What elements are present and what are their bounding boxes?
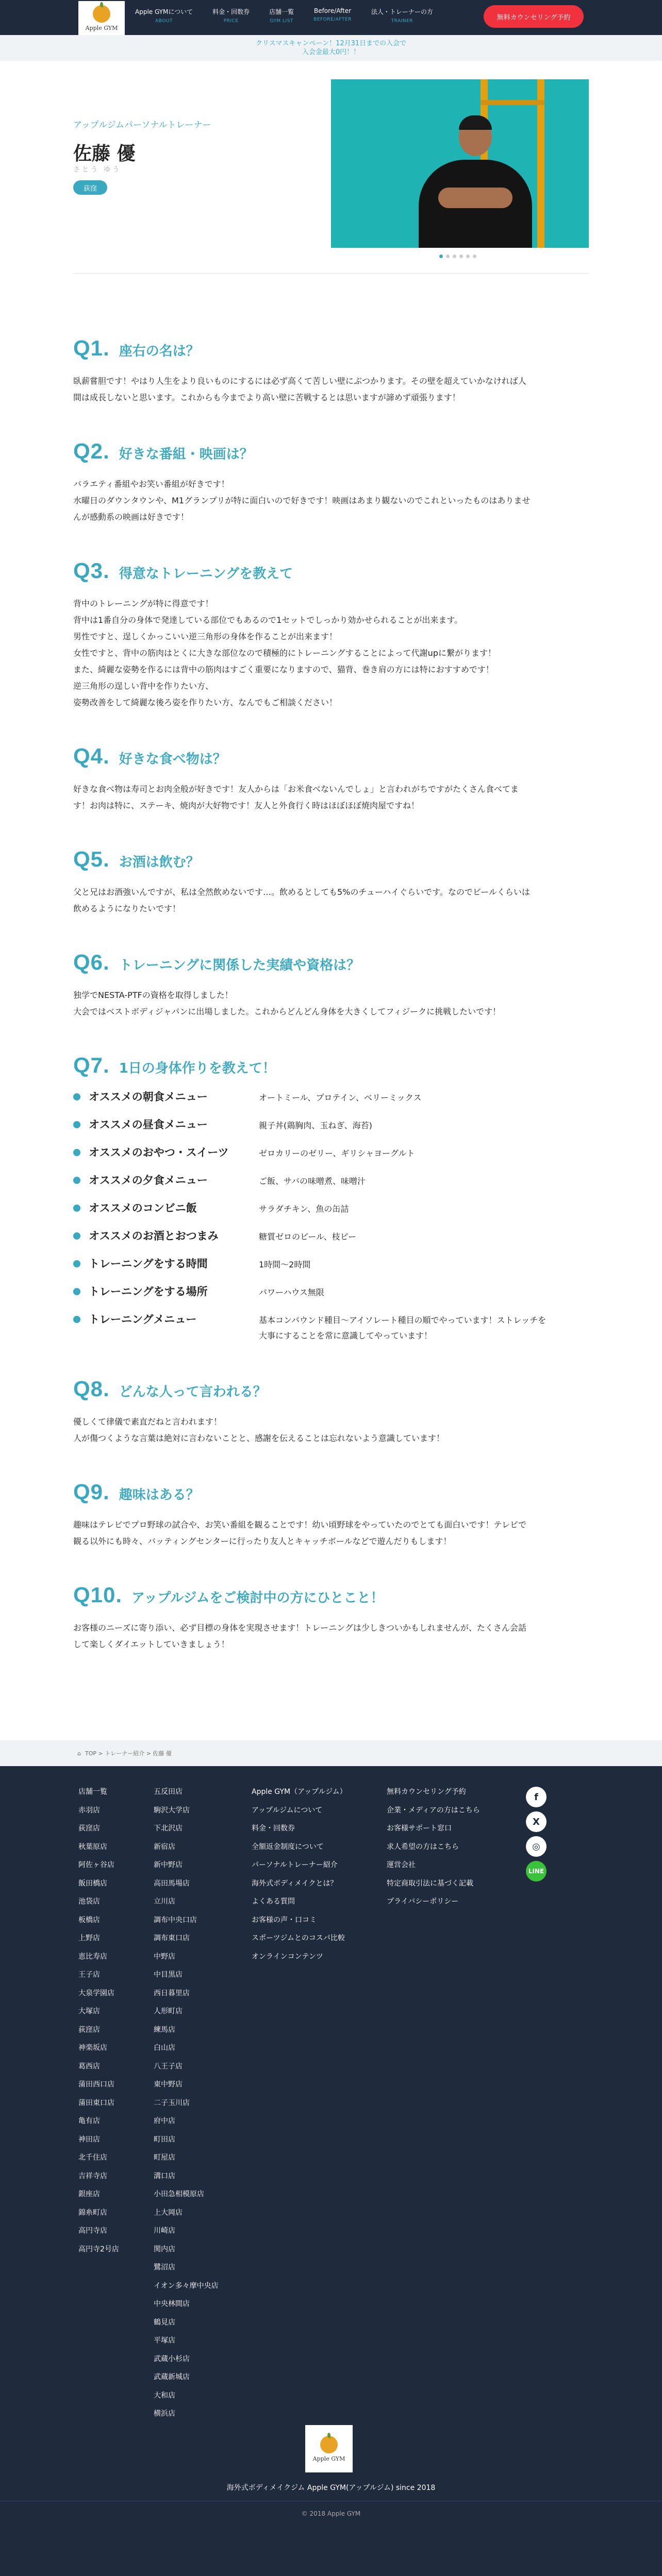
question-heading: Q5. お酒は飲む？ xyxy=(73,847,200,871)
nav-before-after[interactable]: Before/After BEFORE/AFTER xyxy=(313,7,352,22)
footer-link[interactable]: 錦糸町店 xyxy=(78,2208,107,2217)
qa-list xyxy=(73,1377,589,1653)
footer-link[interactable]: Apple GYM（アップルジム） xyxy=(252,1788,347,1796)
qa-item xyxy=(73,558,589,711)
question-heading: Q10. アップルジムをご検討中の方にひとこと！ xyxy=(73,1583,384,1607)
footer-link[interactable]: 王子店 xyxy=(78,1971,100,1979)
footer-link[interactable]: 西日暮里店 xyxy=(154,1989,190,1997)
nav-price[interactable]: 料金・回数券 PRICE xyxy=(212,8,250,24)
footer-link[interactable]: 上大岡店 xyxy=(154,2208,183,2217)
trainer-profile xyxy=(0,61,662,313)
bullet-icon xyxy=(73,1177,80,1184)
footer-link[interactable]: アップルジムについて xyxy=(252,1806,323,1815)
footer-link[interactable]: 武蔵小杉店 xyxy=(154,2354,190,2363)
slider-dot[interactable] xyxy=(439,255,443,258)
answer-text: 背中のトレーニングが特に得意です！ 背中は1番自分の身体で発達している部位でもあるので1セットでしっかり効かせられることが出来ます。 男性ですと、逞しくかっこいい逆三角形の身体を作ることが出来ます！ 女性ですと、背中の筋肉はとくに大きな部位なので積極的にトレーニングすることによって代謝upに繋がります！ また、綺麗な姿勢を作るには背中の筋肉はすごく重要になりますので、猫背、巻き肩の方には特におすすめです！ 逆三角形の逞しい背中を作りたい方、 姿勢改善をして綺麗な後ろ姿を作りたい方、なんでもご相談ください！ xyxy=(73,599,496,707)
footer-link[interactable]: 府中店 xyxy=(154,2117,175,2125)
footer-store-list xyxy=(154,1787,219,2427)
breadcrumb: ⌂ TOP > トレーナー紹介 > 佐藤 優 xyxy=(0,1740,662,1766)
footer-link[interactable]: お客様の声・口コミ xyxy=(252,1916,317,1924)
list-item: オススメの夕食メニュー ご飯、サバの味噌煮、味噌汁 xyxy=(73,1174,589,1189)
bullet-icon xyxy=(73,1205,80,1212)
footer-link[interactable]: 吉祥寺店 xyxy=(78,2172,107,2180)
footer-link[interactable]: 飯田橋店 xyxy=(78,1879,107,1888)
trainer-name: 佐藤 優 xyxy=(73,143,136,164)
footer-link[interactable]: 駒沢大学店 xyxy=(154,1806,190,1815)
footer-link[interactable]: 荻窪店 xyxy=(78,2025,100,2034)
footer-link[interactable]: 大塚店 xyxy=(78,2007,100,2015)
answer-text: 父と兄はお酒強いんですが、私は全然飲めないです…。飲めるとしても5%のチューハイぐらいです。なのでビールくらいは 飲めるようになりたいです！ xyxy=(73,887,530,913)
footer-link[interactable]: 赤羽店 xyxy=(78,1806,100,1815)
logo[interactable] xyxy=(78,1,125,35)
footer-link[interactable]: 海外式ボディメイクとは？ xyxy=(252,1879,338,1888)
footer-link[interactable]: 運営会社 xyxy=(387,1861,416,1869)
logo-text: Apple GYM xyxy=(85,24,118,31)
footer-link[interactable]: オンラインコンテンツ xyxy=(252,1952,323,1961)
footer-link[interactable]: プライバシーポリシー xyxy=(387,1897,459,1906)
list-item: オススメの朝食メニュー オートミール、プロテイン、ベリーミックス xyxy=(73,1090,589,1106)
qa-item xyxy=(73,744,589,814)
answer-text: お客様のニーズに寄り添い、必ず目標の身体を実現させます！トレーニングは少しきついかもしれませんが、たくさん会話 して楽しくダイエットしていきましょう！ xyxy=(73,1623,526,1649)
footer-store-list xyxy=(78,1787,119,2262)
footer-link[interactable]: 人形町店 xyxy=(154,2007,183,2015)
answer-text: 臥薪嘗胆です！やはり人生をより良いものにするには必ず高くて苦しい壁にぶつかります。その壁を超えていかなければ人 間は成長しないと思います。これからも今までより高い壁に苦戦するとは思いますが諦めず頑張ります！ xyxy=(73,376,526,402)
footer-link[interactable]: 上野店 xyxy=(78,1934,100,1942)
footer-link[interactable]: 店舗一覧 xyxy=(78,1788,107,1796)
list-item: トレーニングメニュー 基本コンパウンド種目〜アイソレート種目の順でやっています！ストレッチを 大事にすることを常に意識してやっています！ xyxy=(73,1313,589,1344)
question-heading: Q1. 座右の名は？ xyxy=(73,336,200,360)
slider-dot[interactable] xyxy=(453,255,456,258)
copyright: © 2018 Apple GYM xyxy=(301,2510,361,2517)
footer-link[interactable]: 五反田店 xyxy=(154,1788,183,1796)
footer-link[interactable]: 白山店 xyxy=(154,2044,175,2052)
list-item: オススメのおやつ・スイーツ ゼロカリーのゼリー、ギリシャヨーグルト xyxy=(73,1146,589,1161)
footer-link[interactable]: 練馬店 xyxy=(154,2025,175,2034)
footer-link[interactable]: 新中野店 xyxy=(154,1861,183,1869)
answer-text: バラエティ番組やお笑い番組が好きです！ 水曜日のダウンタウンや、M1グランプリが特に面白いので好きです！映画はあまり観ないのでこれといったものはありませ んが感動系の映画は好きです！ xyxy=(73,479,531,522)
footer-link[interactable]: 川崎店 xyxy=(154,2227,175,2235)
footer-link[interactable]: 求人希望の方はこちら xyxy=(387,1842,459,1851)
trainer-figure xyxy=(419,110,532,248)
question-heading: Q7. 1日の身体作りを教えて！ xyxy=(73,1053,276,1077)
slider-dots xyxy=(439,255,479,258)
footer-link[interactable]: 阿佐ヶ谷店 xyxy=(78,1861,114,1869)
footer-link[interactable]: 池袋店 xyxy=(78,1897,100,1906)
nav-about[interactable]: Apple GYMについて ABOUT xyxy=(135,8,193,24)
home-icon[interactable]: ⌂ xyxy=(77,1750,81,1757)
footer-link[interactable]: 中目黒店 xyxy=(154,1971,183,1979)
footer-link[interactable]: 八王子店 xyxy=(154,2062,183,2071)
footer-link[interactable]: 調布中央口店 xyxy=(154,1916,197,1924)
footer-link[interactable]: 大泉学園店 xyxy=(78,1989,114,1997)
nav-gym-list[interactable]: 店舗一覧 GYM LIST xyxy=(269,8,294,24)
footer-link[interactable]: 町屋店 xyxy=(154,2154,175,2162)
bullet-icon xyxy=(73,1093,80,1100)
qa-item xyxy=(73,439,589,526)
slider-dot[interactable] xyxy=(446,255,450,258)
x-icon[interactable]: X xyxy=(526,1811,547,1832)
trainer-role: アップルジムパーソナルトレーナー xyxy=(73,120,211,130)
footer-link[interactable]: 亀有店 xyxy=(78,2117,100,2125)
footer-link[interactable]: 料金・回数券 xyxy=(252,1824,295,1833)
footer-link[interactable]: 中野店 xyxy=(154,1952,175,1961)
counseling-button[interactable]: 無料カウンセリング予約 xyxy=(484,5,584,28)
footer-site-links xyxy=(252,1787,347,1970)
footer-link[interactable]: 下北沢店 xyxy=(154,1824,183,1833)
bullet-icon xyxy=(73,1149,80,1156)
store-badge[interactable]: 荻窪 xyxy=(73,180,107,195)
list-item: トレーニングをする時間 1時間〜2時間 xyxy=(73,1257,589,1273)
footer-link[interactable]: 関内店 xyxy=(154,2245,175,2253)
footer-link[interactable]: 中央林間店 xyxy=(154,2300,190,2308)
question-heading: Q2. 好きな番組・映画は？ xyxy=(73,439,253,463)
footer-link[interactable]: 小田急相模原店 xyxy=(154,2190,204,2198)
qa-item xyxy=(73,847,589,917)
footer-link[interactable]: 秋葉原店 xyxy=(78,1842,107,1851)
answer-text: 優しくて律儀で素直だねと言われます！ 人が傷つくような言葉は絶対に言わないことと、感謝を伝えることは忘れないよう意識しています！ xyxy=(73,1417,445,1443)
footer-link[interactable]: 銀座店 xyxy=(78,2190,100,2198)
instagram-icon[interactable]: ◎ xyxy=(526,1836,547,1857)
footer-logo[interactable]: Apple GYM xyxy=(305,2425,353,2472)
answer-text: 趣味はテレビでプロ野球の試合や、お笑い番組を観ることです！幼い頃野球をやっていたのでとても面白いです！テレビで 観る以外にも時々、バッティングセンターに行ったり友人とキャッチボールなどで遊んだりもします！ xyxy=(73,1520,527,1546)
main-nav xyxy=(135,7,453,24)
footer-link[interactable]: 大和店 xyxy=(154,2391,175,2400)
footer-link[interactable]: 特定商取引法に基づく記載 xyxy=(387,1879,473,1888)
question-heading: Q6. トレーニングに関係した実績や資格は？ xyxy=(73,950,360,974)
footer-link[interactable]: よくある質問 xyxy=(252,1897,295,1906)
footer-link[interactable]: 神楽坂店 xyxy=(78,2044,107,2052)
footer-link[interactable]: 東中野店 xyxy=(154,2080,183,2089)
qa-item xyxy=(73,950,589,1020)
site-header xyxy=(0,0,662,35)
question-heading: Q9. 趣味はある？ xyxy=(73,1480,200,1504)
answer-text: 独学でNESTA-PTFの資格を取得しました！ 大会ではベストボディジャパンに出場しました。これからどんどん身体を大きくしてフィジークに挑戦したいです！ xyxy=(73,990,501,1016)
footer-link[interactable]: 北千住店 xyxy=(78,2154,107,2162)
answer-text: 好きな食べ物は寿司とお肉全般が好きです！友人からは「お米食べないんでしょ」と言われがちですがたくさん食べてま す！お肉は特に、ステーキ、焼肉が大好物です！友人と外食行く時はほぼほぼ焼肉屋ですね！ xyxy=(73,784,519,810)
footer-link[interactable]: 恵比寿店 xyxy=(78,1952,107,1961)
footer-link[interactable]: 蒲田西口店 xyxy=(78,2080,114,2089)
footer-link[interactable]: 高田馬場店 xyxy=(154,1879,190,1888)
footer-link[interactable]: 高円寺2号店 xyxy=(78,2245,119,2253)
meal-list xyxy=(73,1090,589,1344)
footer-link[interactable]: 横浜店 xyxy=(154,2410,175,2418)
footer-link[interactable]: 武蔵新城店 xyxy=(154,2373,190,2381)
apple-logo-icon xyxy=(320,2436,338,2453)
footer-link[interactable]: 立川店 xyxy=(154,1897,175,1906)
qa-item xyxy=(73,336,589,406)
nav-trainer[interactable]: 法人・トレーナーの方 TRAINER xyxy=(371,8,433,24)
footer-link[interactable]: 板橋店 xyxy=(78,1916,100,1924)
line-icon[interactable]: LINE xyxy=(526,1861,547,1882)
bullet-icon xyxy=(73,1260,80,1267)
footer-link[interactable]: スポーツジムとのコスパ比較 xyxy=(252,1934,345,1942)
facebook-icon[interactable]: f xyxy=(526,1787,547,1807)
campaign-banner[interactable]: クリスマスキャンペーン！12月31日までの入会で 入会金最大0円！！ xyxy=(0,35,662,61)
list-item: オススメのコンビニ飯 サラダチキン、魚の缶詰 xyxy=(73,1201,589,1217)
footer-link[interactable]: 溝口店 xyxy=(154,2172,175,2180)
footer-link[interactable]: 神田店 xyxy=(78,2135,100,2144)
site-footer xyxy=(0,1766,662,2576)
trainer-kana: さとう ゆう xyxy=(73,166,122,174)
list-item: オススメのお酒とおつまみ 糖質ゼロのビール、枝ピー xyxy=(73,1229,589,1245)
qa-item xyxy=(73,1480,589,1550)
footer-link[interactable]: イオン多々摩中央店 xyxy=(154,2281,219,2290)
footer-link[interactable]: 平塚店 xyxy=(154,2336,175,2345)
trainer-photo xyxy=(331,79,589,248)
qa-item xyxy=(73,1583,589,1653)
footer-link[interactable]: 企業・メディアの方はこちら xyxy=(387,1806,480,1815)
footer-corp-links xyxy=(387,1787,480,1915)
footer-link[interactable]: 鶴見店 xyxy=(154,2318,175,2327)
footer-link[interactable]: 調布東口店 xyxy=(154,1934,190,1942)
qa-list xyxy=(73,336,589,1020)
footer-link[interactable]: 高円寺店 xyxy=(78,2227,107,2235)
footer-link[interactable]: 二子玉川店 xyxy=(154,2098,190,2107)
qa-item xyxy=(73,1377,589,1447)
divider xyxy=(73,273,589,274)
question-heading: Q4. 好きな食べ物は？ xyxy=(73,744,226,768)
apple-logo-icon xyxy=(93,5,110,23)
footer-link[interactable]: 町田店 xyxy=(154,2135,175,2144)
question-heading: Q3. 得意なトレーニングを教えて xyxy=(73,558,293,583)
footer-link[interactable]: 蒲田東口店 xyxy=(78,2098,114,2107)
slider-dot[interactable] xyxy=(459,255,463,258)
slider-dot[interactable] xyxy=(466,255,470,258)
footer-link[interactable]: 無料カウンセリング予約 xyxy=(387,1788,466,1796)
list-item: オススメの昼食メニュー 親子丼(鶏胸肉、玉ねぎ、海苔) xyxy=(73,1118,589,1133)
footer-tagline: 海外式ボディメイクジム Apple GYM(アップルジム) since 2018 xyxy=(226,2484,436,2492)
bullet-icon xyxy=(73,1121,80,1128)
bullet-icon xyxy=(73,1316,80,1323)
bullet-icon xyxy=(73,1232,80,1240)
rack-decor xyxy=(481,100,544,105)
footer-link[interactable]: 新宿店 xyxy=(154,1842,175,1851)
footer-link[interactable]: 葛西店 xyxy=(78,2062,100,2071)
footer-link[interactable]: パーソナルトレーナー紹介 xyxy=(252,1861,338,1869)
list-item: トレーニングをする場所 パワーハウス無限 xyxy=(73,1285,589,1300)
qa-item xyxy=(73,1053,589,1344)
footer-link[interactable]: 全額返金制度について xyxy=(252,1842,324,1851)
footer-link[interactable]: 鷺沼店 xyxy=(154,2263,175,2272)
qa-section xyxy=(0,336,662,1653)
slider-dot[interactable] xyxy=(473,255,476,258)
question-heading: Q8. どんな人って言われる？ xyxy=(73,1377,267,1401)
footer-link[interactable]: お客様サポート窓口 xyxy=(387,1824,452,1833)
bullet-icon xyxy=(73,1288,80,1295)
footer-link[interactable]: 荻窪店 xyxy=(78,1824,100,1833)
social-links xyxy=(526,1787,570,1886)
